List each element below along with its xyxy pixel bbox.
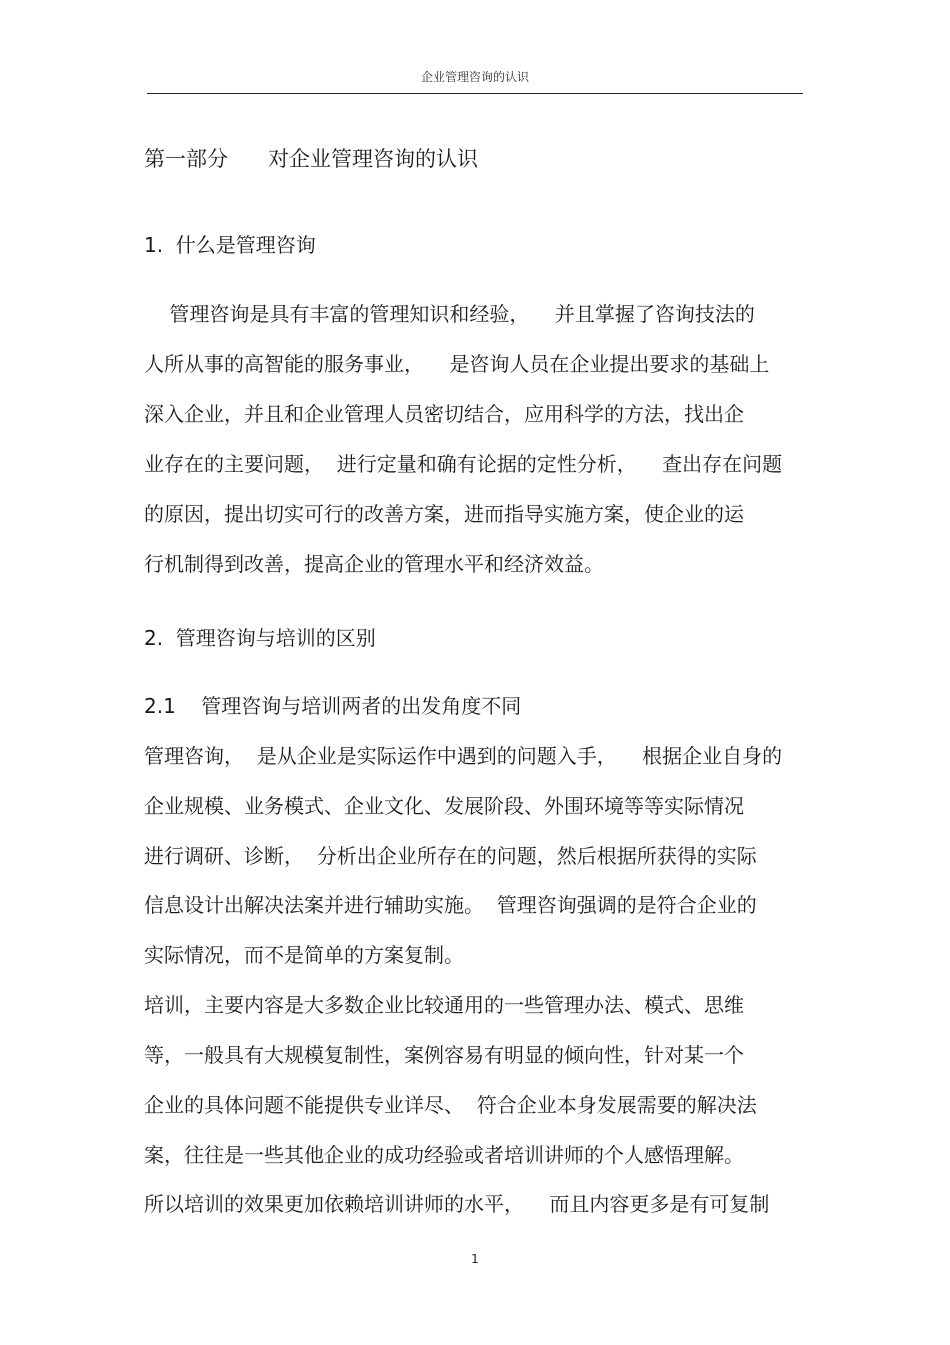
- section-title: 第一部分 对企业管理咨询的认识: [144, 147, 479, 171]
- paragraph-line: 进行调研、诊断， 分析出企业所存在的问题，然后根据所获得的实际: [144, 844, 757, 868]
- paragraph-line: 人所从事的高智能的服务事业， 是咨询人员在企业提出要求的基础上: [144, 352, 770, 376]
- paragraph-line: 业存在的主要问题， 进行定量和确有论据的定性分析， 查出存在问题: [144, 452, 783, 476]
- heading-1: 1. 什么是管理咨询: [144, 233, 316, 257]
- paragraph-line: 案，往往是一些其他企业的成功经验或者培训讲师的个人感悟理解。: [144, 1143, 744, 1167]
- paragraph-line: 企业规模、业务模式、企业文化、发展阶段、外围环境等等实际情况: [144, 794, 744, 818]
- heading-2: 2. 管理咨询与培训的区别: [144, 626, 376, 650]
- paragraph-line: 行机制得到改善，提高企业的管理水平和经济效益。: [144, 552, 604, 576]
- page-number: 1: [471, 1252, 479, 1266]
- header-divider: [147, 93, 803, 94]
- paragraph-line: 管理咨询是具有丰富的管理知识和经验， 并且掌握了咨询技法的: [144, 302, 755, 326]
- paragraph-line: 信息设计出解决法案并进行辅助实施。 管理咨询强调的是符合企业的: [144, 893, 757, 917]
- heading-2-1: 2.1 管理咨询与培训两者的出发角度不同: [144, 694, 522, 718]
- paragraph-line: 管理咨询， 是从企业是实际运作中遇到的问题入手， 根据企业自身的: [144, 744, 783, 768]
- paragraph-line: 培训，主要内容是大多数企业比较通用的一些管理办法、模式、思维: [144, 993, 744, 1017]
- paragraph-line: 实际情况，而不是简单的方案复制。: [144, 943, 464, 967]
- running-header: 企业管理咨询的认识: [420, 70, 529, 84]
- paragraph-line: 企业的具体问题不能提供专业详尽、 符合企业本身发展需要的解决法: [144, 1093, 757, 1117]
- paragraph-line: 所以培训的效果更加依赖培训讲师的水平， 而且内容更多是有可复制: [144, 1192, 770, 1216]
- paragraph-line: 的原因，提出切实可行的改善方案，进而指导实施方案，使企业的运: [144, 502, 744, 526]
- paragraph-line: 等，一般具有大规模复制性，案例容易有明显的倾向性，针对某一个: [144, 1043, 744, 1067]
- paragraph-line: 深入企业，并且和企业管理人员密切结合，应用科学的方法，找出企: [144, 402, 744, 426]
